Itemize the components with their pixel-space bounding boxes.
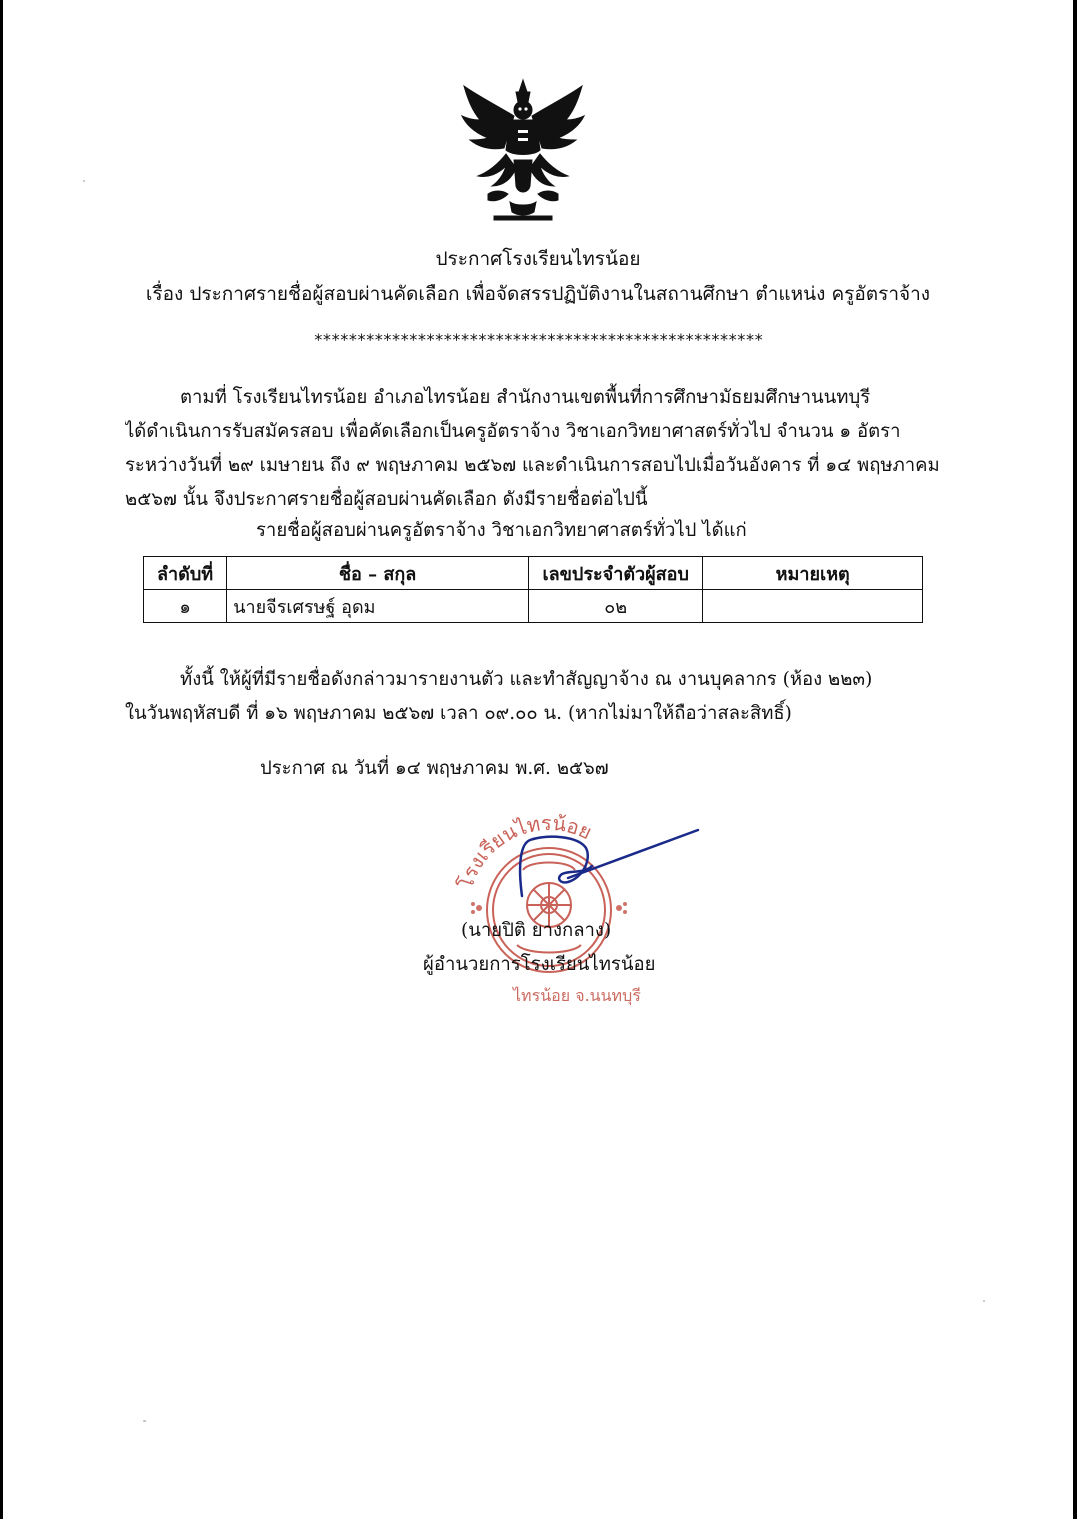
paragraph-1-line-4: ๒๕๖๗ นั้น จึงประกาศรายชื่อผู้สอบผ่านคัดเลือก ดังมีรายชื่อต่อไปนี้ — [125, 489, 648, 510]
paragraph-1-line-2: ได้ดำเนินการรับสมัครสอบ เพื่อคัดเลือกเป็นครูอัตราจ้าง วิชาเอกวิทยาศาสตร์ทั่วไป จำนวน ๑ อัตรา — [125, 421, 901, 442]
announcement-paragraph-2 — [125, 663, 943, 731]
announcement-date: ประกาศ ณ วันที่ ๑๔ พฤษภาคม พ.ศ. ๒๕๖๗ — [260, 758, 609, 779]
scan-speck — [83, 180, 85, 182]
seal-text-top: โรงเรียนไทรน้อย — [453, 810, 596, 892]
signer-name: (นายปิติ ยางกลาง) — [461, 920, 612, 941]
table-row — [144, 590, 923, 623]
header-name: ชื่อ – สกุล — [227, 557, 529, 590]
list-heading: รายชื่อผู้สอบผ่านครูอัตราจ้าง วิชาเอกวิทยาศาสตร์ทั่วไป ได้แก่ — [256, 520, 747, 541]
asterisk-divider: **************************************************** — [313, 330, 763, 349]
cell-order: ๑ — [144, 590, 227, 623]
director-signature — [508, 826, 708, 906]
cell-exam-id: ๐๒ — [528, 590, 702, 623]
announcement-title: ประกาศโรงเรียนไทรน้อย — [435, 248, 641, 270]
header-order: ลำดับที่ — [144, 557, 227, 590]
table-header-row — [144, 557, 923, 590]
seal-text-bottom: ไทรน้อย จ.นนทบุรี — [513, 986, 641, 1005]
paragraph-2-line-2: ในวันพฤหัสบดี ที่ ๑๖ พฤษภาคม ๒๕๖๗ เวลา ๐๙.๐๐ น. (หากไม่มาให้ถือว่าสละสิทธิ์) — [125, 703, 792, 724]
results-table — [143, 556, 923, 623]
cell-name: นายจีรเศรษฐ์ อุดม — [227, 590, 529, 623]
signer-position: ผู้อำนวยการโรงเรียนไทรน้อย — [423, 954, 656, 975]
announcement-paragraph-1 — [125, 381, 943, 517]
announcement-subject: เรื่อง ประกาศรายชื่อผู้สอบผ่านคัดเลือก เพื่อจัดสรรปฏิบัติงานในสถานศึกษา ตำแหน่ง ครูอัตราจ้าง — [145, 283, 931, 305]
paragraph-2-line-1: ทั้งนี้ ให้ผู้ที่มีรายชื่อดังกล่าวมารายงานตัว และทำสัญญาจ้าง ณ งานบุคลากร (ห้อง ๒๒๓) — [180, 669, 873, 690]
header-remark: หมายเหตุ — [703, 557, 923, 590]
header-exam-id: เลขประจำตัวผู้สอบ — [528, 557, 702, 590]
paragraph-1-line-1: ตามที่ โรงเรียนไทรน้อย อำเภอไทรน้อย สำนักงานเขตพื้นที่การศึกษามัธยมศึกษานนทบุรี — [180, 387, 871, 408]
scan-speck — [983, 1300, 985, 1302]
document-page — [3, 0, 1073, 1519]
garuda-emblem-icon — [458, 76, 588, 226]
cell-remark — [703, 590, 923, 623]
paragraph-1-line-3: ระหว่างวันที่ ๒๙ เมษายน ถึง ๙ พฤษภาคม ๒๕๖๗ และดำเนินการสอบไปเมื่อวันอังคาร ที่ ๑๔ พฤษภาคม — [125, 455, 940, 476]
scan-speck — [143, 1420, 146, 1422]
